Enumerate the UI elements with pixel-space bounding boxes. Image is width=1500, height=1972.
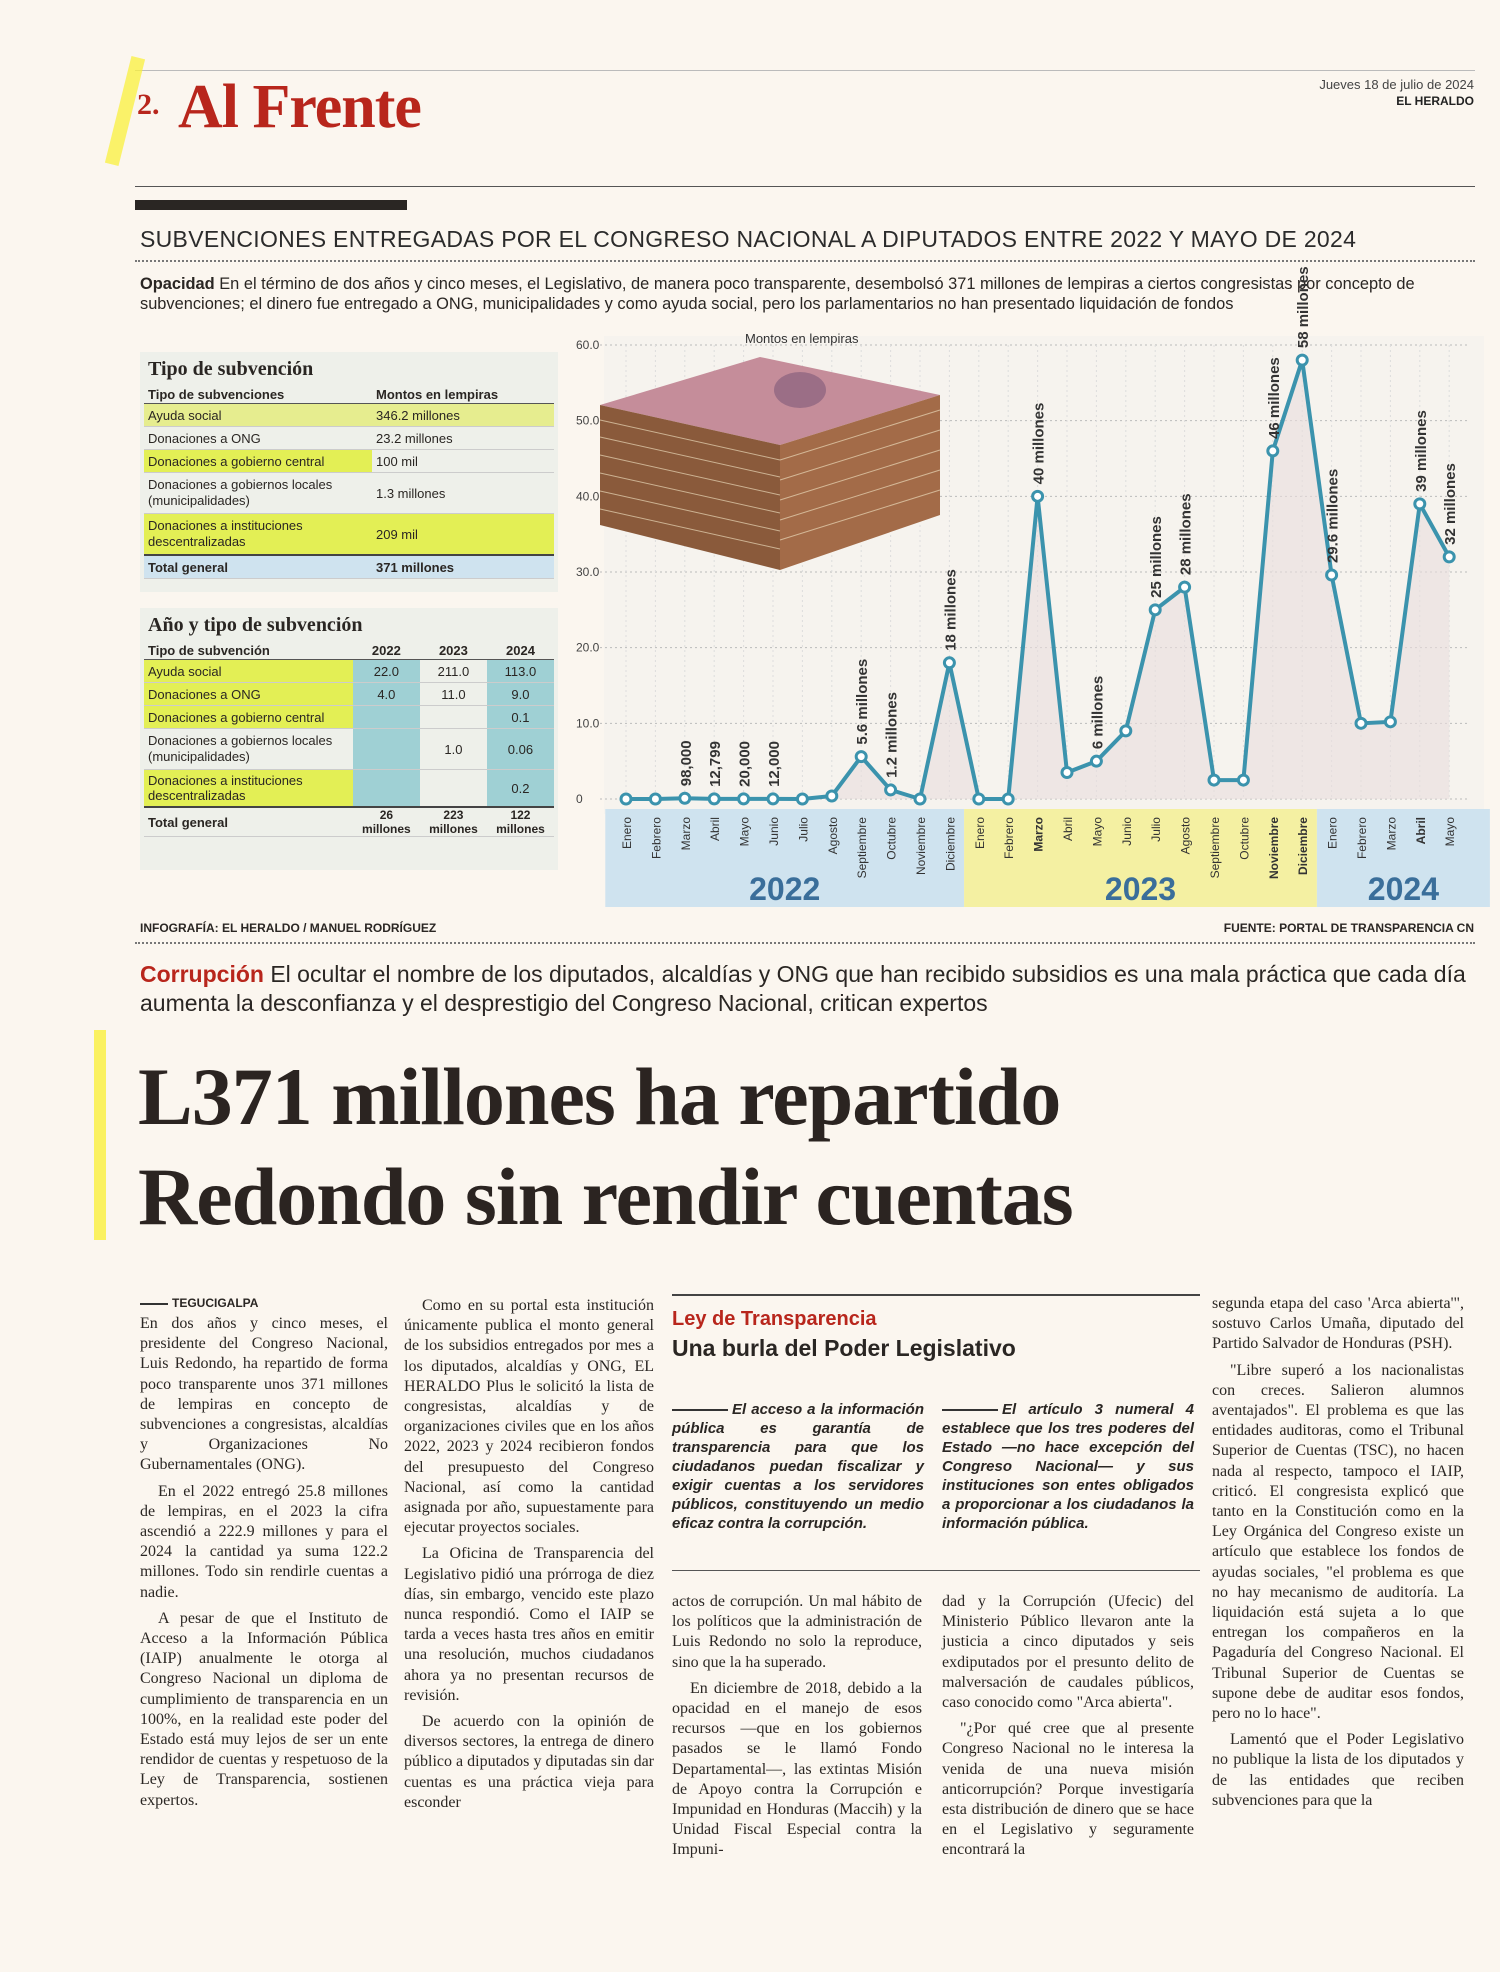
y-tick-label: 10.0 — [576, 716, 600, 731]
table-title: Tipo de subvención — [148, 358, 314, 380]
intro-text: En el término de dos años y cinco meses, el Legislativo, de manera poco transparente, desembolsó 371 millones de lempiras a ciertos congresistas por concepto de subvenciones; el dinero fue entregado a ONG, municipalidades y como ayuda social, pero los parlamentarios no han presentado liquidación de fondos — [140, 275, 1415, 313]
paragraph: segunda etapa del caso 'Arca abierta'", sostuvo Carlos Umaña, diputado del Partido Salvador de Honduras (PSH). — [1212, 1295, 1464, 1353]
x-tick-label: Febrero — [1002, 817, 1017, 860]
sidebar-title: Una burla del Poder Legislativo — [672, 1335, 1016, 1361]
total-value: 371 millones — [372, 555, 554, 579]
total-row — [144, 807, 554, 837]
x-tick-label: Marzo — [1031, 817, 1046, 852]
table-title: Año y tipo de subvención — [148, 614, 363, 636]
data-label: 39 millones — [1412, 410, 1430, 492]
table-row — [144, 473, 554, 514]
year-label: 2022 — [749, 871, 821, 907]
y-tick-label: 50.0 — [576, 413, 600, 428]
data-label: 12,000 — [766, 741, 783, 787]
y-tick-label: 60.0 — [576, 338, 600, 352]
value-2023: 11.0 — [420, 683, 487, 706]
top-rule — [135, 70, 1475, 71]
table-row — [144, 683, 554, 706]
paragraph: Lamentó que el Poder Legislativo no publique la lista de los diputados y de las entidades que reciben subvenciones para que la — [1212, 1731, 1464, 1809]
row-label: Donaciones a ONG — [144, 427, 372, 450]
data-point — [886, 785, 896, 795]
column-header: Montos en lempiras — [372, 385, 554, 404]
data-label: 46 millones — [1265, 357, 1283, 439]
data-point — [1297, 355, 1307, 365]
data-point — [915, 794, 925, 804]
total-2024: 122 millones — [487, 807, 554, 837]
data-point — [1003, 794, 1013, 804]
x-tick-label: Mayo — [1443, 817, 1458, 847]
row-value: 100 mil — [372, 450, 554, 473]
table-row — [144, 427, 554, 450]
value-2024: 0.1 — [487, 706, 554, 729]
data-label: 25 millones — [1148, 516, 1166, 598]
paragraph: actos de corrupción. Un mal hábito de los políticos que la administración de Luis Redondo no solo la reproduce, sino que la ha superado. — [672, 1593, 922, 1671]
paragraph: En dos años y cinco meses, el presidente del Congreso Nacional, Luis Redondo, ha repartido de forma poco transparente unos 371 millones de lempiras en concepto de subvenciones a congresistas, alcaldías y Organizaciones No Gubernamentales (ONG). — [140, 1315, 388, 1474]
data-point — [1121, 726, 1131, 736]
x-tick-label: Abril — [708, 817, 723, 842]
intro-lead: Opacidad — [140, 275, 215, 293]
paragraph: En el 2022 entregó 25.8 millones de lempiras, en el 2023 la cifra ascendió a 222.9 millones y para el 2024 la cantidad ya suma 122.2 millones. Todo sin rendirle cuentas a nadie. — [140, 1482, 388, 1601]
column-header: 2024 — [487, 641, 554, 660]
newspaper-name: EL HERALDO — [1396, 94, 1474, 108]
row-value: 23.2 millones — [372, 427, 554, 450]
table-row — [144, 514, 554, 556]
row-label: Donaciones a ONG — [144, 683, 353, 706]
article-column-1 — [140, 1314, 388, 1817]
y-tick-labels — [576, 338, 600, 806]
row-label: Donaciones a gobierno central — [144, 450, 372, 473]
source-credit: FUENTE: PORTAL DE TRANSPARENCIA CN — [1223, 921, 1474, 935]
money-stack-illustration — [600, 357, 940, 570]
x-tick-label: Diciembre — [1296, 817, 1311, 876]
y-tick-label: 40.0 — [576, 489, 600, 504]
year-label: 2023 — [1104, 871, 1177, 907]
row-value: 346.2 millones — [372, 404, 554, 427]
table-row — [144, 706, 554, 729]
total-2022: 26 millones — [353, 807, 420, 837]
data-point — [1180, 582, 1190, 592]
dateline-text: TEGUCIGALPA — [172, 1296, 259, 1310]
data-point — [856, 752, 866, 762]
total-row — [144, 555, 554, 579]
value-2023 — [420, 706, 487, 729]
data-label: 1.2 millones — [883, 692, 901, 778]
total-label: Total general — [144, 555, 372, 579]
highlighter-mark — [94, 1030, 106, 1240]
y-axis-title: Montos en lempiras — [745, 331, 859, 346]
year-label: 2024 — [1367, 871, 1439, 907]
x-tick-label: Noviembre — [1266, 817, 1281, 880]
x-tick-label: Julio — [796, 817, 811, 842]
sidebar-rule — [672, 1294, 1200, 1296]
data-label: 29.6 millones — [1324, 468, 1342, 564]
data-point — [1150, 605, 1160, 615]
data-point — [827, 791, 837, 801]
data-label: 32 millones — [1442, 463, 1460, 545]
issue-date: Jueves 18 de julio de 2024 — [1319, 77, 1474, 92]
table-row — [144, 450, 554, 473]
dotted-divider — [135, 260, 1475, 262]
data-label: 12,799 — [707, 741, 725, 787]
dotted-divider — [135, 942, 1475, 944]
headline-line-1: L371 millones ha repartido — [138, 1051, 1061, 1142]
value-2023 — [420, 770, 487, 808]
y-tick-label: 30.0 — [576, 565, 600, 579]
row-value: 209 mil — [372, 514, 554, 556]
column-header: 2023 — [420, 641, 487, 660]
value-2022: 22.0 — [353, 660, 420, 683]
x-tick-label: Junio — [767, 817, 781, 846]
total-2023: 223 millones — [420, 807, 487, 837]
paragraph: A pesar de que el Instituto de Acceso a la Información Pública (IAIP) anualmente le otorga al Congreso Nacional un diploma de cumplimiento de transparencia en un 100%, en la realidad este poder del Estado está muy lejos de ser un ente rendidor de cuentas y respetuoso de la Ley de Transparencia, sostienen expertos. — [140, 1609, 388, 1809]
dateline — [140, 1296, 258, 1310]
quote-text: El artículo 3 numeral 4 establece que los tres poderes del Estado —no hace excepción del Congreso Nacional— y sus instituciones son entes obligados a proporcionar a los ciudadanos la información pública. — [942, 1401, 1194, 1532]
header-bar — [135, 200, 407, 210]
kicker-text: El ocultar el nombre de los diputados, alcaldías y ONG que han recibido subsidios es una mala práctica que cada día aumenta la desconfianza y el desprestigio del Congreso Nacional, critican expertos — [140, 961, 1466, 1016]
row-label: Donaciones a gobiernos locales (municipalidades) — [144, 473, 372, 514]
value-2024: 0.2 — [487, 770, 554, 808]
data-point — [1385, 717, 1395, 727]
headline-line-2: Redondo sin rendir cuentas — [138, 1151, 1073, 1242]
value-2023: 1.0 — [420, 729, 487, 770]
data-label: 6 millones — [1089, 675, 1107, 750]
article-column-5 — [1212, 1294, 1464, 1817]
article-column-4 — [942, 1592, 1194, 1867]
article-column-3 — [672, 1592, 922, 1867]
section-number: 2. — [137, 88, 160, 121]
data-point — [1062, 768, 1072, 778]
row-label: Ayuda social — [144, 660, 353, 683]
paragraph: dad y la Corrupción (Ufecic) del Ministerio Público llevaron ante la justicia a cinco diputados y seis exdiputados por el presunto delito de malversación de caudales públicos, caso conocido como "Arca abierta". — [942, 1593, 1194, 1712]
paragraph: De acuerdo con la opinión de diversos sectores, la entrega de dinero público a diputados y diputadas sin dar cuentas es una práctica vieja para esconder — [404, 1713, 654, 1811]
x-tick-label: Agosto — [1178, 817, 1193, 855]
data-point — [1091, 756, 1101, 766]
value-2024: 9.0 — [487, 683, 554, 706]
paragraph: La Oficina de Transparencia del Legislativo pidió una prórroga de diez días, sin embargo, vencido este plazo nunca respondió. Como el IAIP se tarda a veces hasta tres años en emitir una resolución, muchos ciudadanos ahora ya no presentan recursos de revisión. — [404, 1545, 654, 1704]
data-point — [621, 794, 631, 804]
data-point — [1209, 775, 1219, 785]
data-label: 18 millones — [942, 569, 960, 651]
data-label: 98,000 — [677, 740, 695, 787]
x-tick-label: Mayo — [737, 817, 752, 847]
x-tick-label: Febrero — [1355, 817, 1369, 860]
infographic-credit: INFOGRAFÍA: EL HERALDO / MANUEL RODRÍGUEZ — [140, 921, 437, 935]
column-header: 2022 — [353, 641, 420, 660]
data-point — [797, 794, 807, 804]
x-tick-label: Noviembre — [914, 817, 928, 876]
table-row — [144, 770, 554, 808]
data-point — [680, 793, 690, 803]
x-tick-label: Marzo — [1384, 817, 1399, 851]
paragraph: Como en su portal esta institución únicamente publica el monto general de los subsidios entregados por mes a los diputados, alcaldías y ONG, EL HERALDO Plus le solicitó la lista de congresistas, alcaldías y de organizaciones civiles que en los años 2022, 2023 y 2024 recibieron fondos del presupuesto del Congreso Nacional, así como la cantidad asignada por año, supuestamente para ejecutar proyectos sociales. — [404, 1297, 654, 1537]
x-tick-label: Agosto — [825, 817, 840, 855]
data-point — [709, 794, 719, 804]
x-tick-label: Diciembre — [943, 817, 958, 872]
data-point — [1444, 552, 1454, 562]
data-point — [1415, 499, 1425, 509]
data-point — [1033, 491, 1043, 501]
section-name: Al Frente — [178, 73, 421, 141]
value-2024: 113.0 — [487, 660, 554, 683]
sidebar-quote-2 — [942, 1400, 1194, 1533]
sidebar-kicker: Ley de Transparencia — [672, 1308, 877, 1330]
sidebar-quote-1 — [672, 1400, 924, 1533]
article-column-2 — [404, 1296, 654, 1819]
data-label: 58 millones — [1295, 266, 1313, 349]
value-2024: 0.06 — [487, 729, 554, 770]
value-2023: 211.0 — [420, 660, 487, 683]
data-point — [650, 794, 660, 804]
x-tick-label: Enero — [620, 817, 634, 850]
row-value: 1.3 millones — [372, 473, 554, 514]
y-tick-label: 0 — [576, 792, 583, 806]
x-tick-label: Septiembre — [1208, 817, 1222, 879]
row-label: Donaciones a instituciones descentralizadas — [144, 514, 372, 556]
value-2022 — [353, 729, 420, 770]
data-point — [1238, 775, 1248, 785]
x-tick-label: Octubre — [884, 817, 899, 860]
x-tick-label: Octubre — [1237, 817, 1252, 860]
x-tick-label: Junio — [1119, 817, 1134, 846]
data-point — [974, 794, 984, 804]
data-point — [1268, 446, 1278, 456]
data-label: 28 millones — [1177, 493, 1195, 576]
data-point — [1327, 570, 1337, 580]
data-point — [739, 794, 749, 804]
y-tick-label: 20.0 — [576, 640, 600, 655]
data-label: 20,000 — [736, 740, 754, 787]
x-tick-label: Enero — [1325, 817, 1340, 850]
data-label: 40 millones — [1030, 402, 1048, 485]
header-rule — [135, 186, 1475, 187]
column-header: Tipo de subvención — [144, 641, 353, 660]
value-2022 — [353, 770, 420, 808]
row-label: Donaciones a gobierno central — [144, 706, 353, 729]
table-row — [144, 729, 554, 770]
column-header: Tipo de subvenciones — [144, 385, 372, 404]
x-tick-label: Julio — [1149, 817, 1164, 842]
infographic-intro — [140, 274, 1470, 314]
row-label: Donaciones a instituciones descentralizadas — [144, 770, 353, 808]
data-point — [768, 794, 778, 804]
total-label: Total general — [144, 807, 353, 837]
kicker-lead: Corrupción — [140, 961, 264, 987]
value-2022 — [353, 706, 420, 729]
article-kicker — [140, 960, 1480, 1018]
row-label: Ayuda social — [144, 404, 372, 427]
x-tick-label: Mayo — [1090, 817, 1105, 847]
x-tick-label: Septiembre — [855, 817, 870, 879]
data-point — [1356, 718, 1366, 728]
x-tick-label: Febrero — [649, 817, 664, 860]
sidebar-bottom-rule — [672, 1570, 1200, 1571]
year-type-table — [140, 608, 558, 870]
data-point — [944, 658, 954, 668]
x-tick-label: Enero — [972, 817, 987, 850]
infographic-title: SUBVENCIONES ENTREGADAS POR EL CONGRESO NACIONAL A DIPUTADOS ENTRE 2022 Y MAYO DE 2024 — [140, 226, 1357, 252]
paragraph: En diciembre de 2018, debido a la opacidad en el manejo de esos recursos —que en los gobiernos pasados se le llamó Fondo Departamental—, las extintas Misión de Apoyo contra la Corrupción e Impunidad en Honduras (Maccih) y la Unidad Fiscal Especial contra la Impuni- — [672, 1679, 922, 1859]
quote-text: El acceso a la información pública es garantía de transparencia para que los ciudadanos puedan fiscalizar y exigir cuentas a los servidores públicos, constituyendo un medio eficaz contra la corrupción. — [672, 1401, 924, 1532]
paragraph: "Libre superó a los nacionalistas con creces. Salieron alumnos aventajados". El problema es que las entidades auditoras, como el Tribunal Superior de Cuentas (TSC), no hacen nada al respecto, tampoco el IAIP, criticó. El congresista explicó que tanto en la Constitución como en la Ley Orgánica del Congreso existe un artículo que establece los fondos de ayudas sociales, "el problema es que no hay mecanismo de auditoría. La liquidación está sujeta a lo que entregan los compañeros en la Pagaduría del Congreso Nacional. El Tribunal Superior de Cuentas se supone debe de auditar esos fondos, pero no lo hace". — [1212, 1361, 1464, 1723]
x-tick-label: Marzo — [678, 817, 693, 851]
x-tick-label: Abril — [1413, 817, 1428, 845]
row-label: Donaciones a gobiernos locales (municipalidades) — [144, 729, 353, 770]
value-2022: 4.0 — [353, 683, 420, 706]
data-label: 5.6 millones — [854, 658, 872, 745]
table-row — [144, 660, 554, 683]
subsidy-type-table — [140, 352, 558, 592]
x-tick-label: Abril — [1061, 817, 1075, 842]
paragraph: "¿Por qué cree que al presente Congreso Nacional no le interesa la venida de una nueva misión anticorrupción? Porque investigaría esta distribución de dinero que se hace en el Legislativo y seguramente encontrará la — [942, 1720, 1194, 1859]
table-row — [144, 404, 554, 427]
